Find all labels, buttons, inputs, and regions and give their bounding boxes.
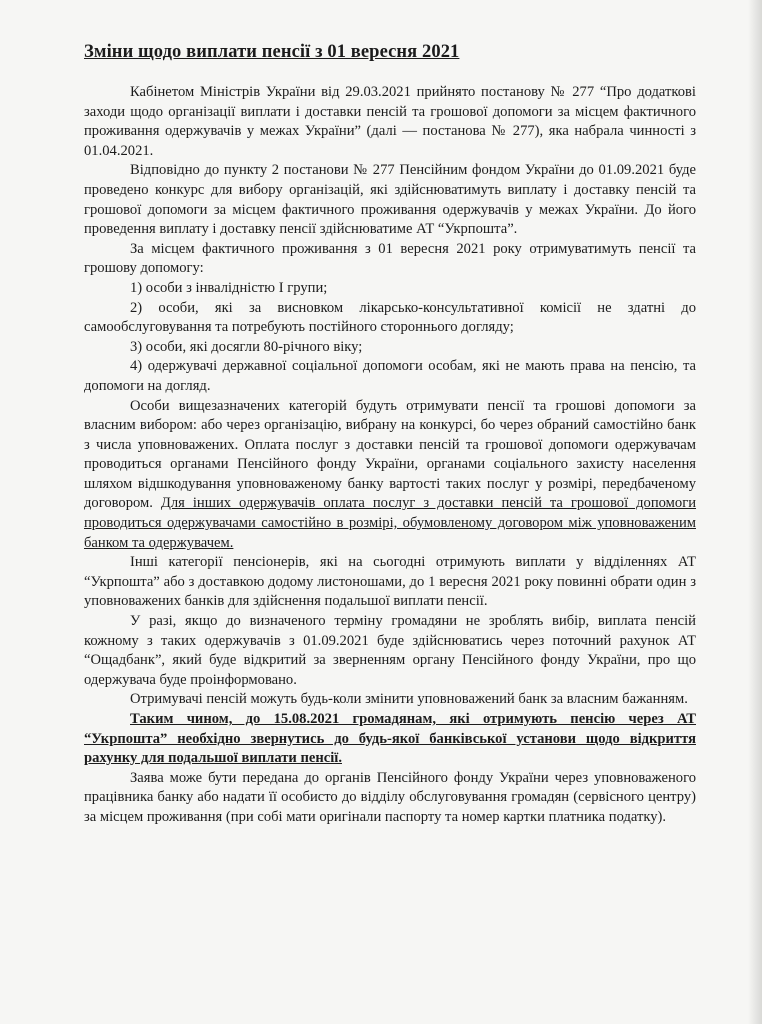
list-item-disability: 1) особи з інвалідністю I групи;: [130, 279, 328, 296]
paragraph-recipients-intro: За місцем фактичного проживання з 01 вересня 2021 року отримуватимуть пенсії та грошову допомогу:: [84, 240, 696, 277]
paragraph-payment-options: [84, 397, 696, 554]
document-body: [84, 34, 696, 828]
document-title: Зміни щодо виплати пенсії з 01 вересня 2021: [84, 42, 460, 62]
list-item-age: 3) особи, які досягли 80-річного віку;: [130, 338, 363, 355]
paragraph-competition: Відповідно до пункту 2 постанови № 277 Пенсійним фондом України до 01.09.2021 буде проведено конкурс для вибору організацій, які здійснюватимуть виплату і доставку пенсій та грошової допомоги за місцем фактичного проживання одержувачів у межах України. До його проведення виплату і доставку пенсії здійснюватиме АТ “Укрпошта”.: [84, 162, 696, 238]
paragraph-default-bank: У разі, якщо до визначеного терміну громадяни не зроблять вибір, виплата пенсій кожному з таких одержувачів з 01.09.2021 буде здійснюватись через поточний рахунок АТ “Ощадбанк”, який буде відкритий за зверненням органу Пенсійного фонду України, про що одержувача буде проінформовано.: [84, 613, 696, 688]
paragraph-application: Заява може бути передана до органів Пенсійного фонду України через уповноваженого працівника банку або надати її особисто до відділу обслуговування громадян (сервісного центру) за місцем проживання (при собі мати оригінали паспорту та номер картки платника податку).: [84, 769, 696, 825]
scan-edge-shadow: [748, 0, 762, 1024]
paragraph-conclusion: Таким чином, до 15.08.2021 громадянам, які отримують пенсію через АТ “Укрпошта” необхідно звернутись до будь-якої банківської установи щодо відкриття рахунку для подальшої виплати пенсії.: [84, 711, 696, 767]
paragraph-other-categories: Інші категорії пенсіонерів, які на сьогодні отримують виплати у відділеннях АТ “Укрпошта” або з доставкою додому листоношами, до 1 вересня 2021 року повинні обрати один з уповноважених банків для здійснення подальшої виплати пенсії.: [84, 554, 696, 610]
payment-options-underlined: Для інших одержувачів оплата послуг з доставки пенсій та грошової допомоги проводиться одержувачами самостійно в розмірі, обумовленому договором між уповноваженим банком та одержувачем.: [84, 495, 697, 551]
list-item-social-aid: 4) одержувачі державної соціальної допомоги особам, які не мають права на пенсію, та допомоги на догляд.: [84, 358, 696, 394]
payment-options-text: Особи вищезазначених категорій будуть отримувати пенсії та грошові допомоги за власним вибором: або через організацію, вибрану на конкурсі, бо через обраний самостійно банк з числа уповноважених. Оплата послуг з доставки пенсій та грошової допомоги одержувачам проводиться органами Пенсійного фонду України, органами соціального захисту населення шляхом відшкодування уповноваженому банку вартості таких послуг у розмірі, передбаченому договором.: [84, 397, 696, 512]
paragraph-change-bank: Отримувачі пенсій можуть будь-коли змінити уповноважений банк за власним бажанням.: [130, 691, 688, 708]
paragraph-resolution: Кабінетом Міністрів України від 29.03.2021 прийнято постанову № 277 “Про додаткові заходи щодо організації виплати і доставки пенсій та грошової допомоги за місцем фактичного проживання одержувачів у межах України” (далі — постанова № 277), яка набрала чинності з 01.04.2021.: [84, 84, 696, 159]
list-item-care: 2) особи, які за висновком лікарсько-консультативної комісії не здатні до самообслуговування та потребують постійного стороннього догляду;: [84, 299, 696, 336]
